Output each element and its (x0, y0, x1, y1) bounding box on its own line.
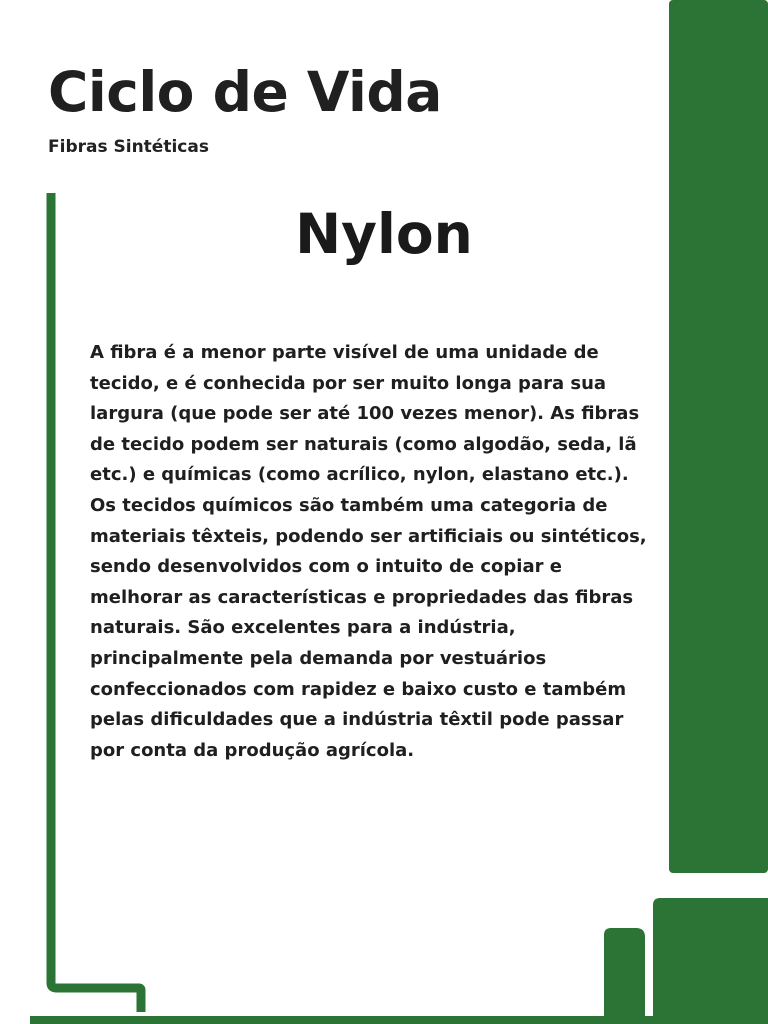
section-title: Nylon (295, 202, 473, 266)
page-title: Ciclo de Vida (48, 60, 442, 124)
body-paragraph: A fibra é a menor parte visível de uma unidade de tecido, e é conhecida por ser muito longa para sua largura (que pode ser até 100 vezes menor). As fibras de tecido podem ser naturais (como algodão, seda, lã etc.) e químicas (como acrílico, nylon, elastano etc.). Os tecidos químicos são também uma categoria de materiais têxteis, podendo ser artificiais ou sintéticos, sendo desenvolvidos com o intuito de copiar e melhorar as características e propriedades das fibras naturais. São excelentes para a indústria, principalmente pela demanda por vestuários confeccionados com rapidez e baixo custo e também pelas dificuldades que a indústria têxtil pode passar por conta da produção agrícola. (90, 342, 647, 761)
page-subtitle: Fibras Sintéticas (48, 137, 209, 157)
right-step-block (653, 898, 768, 1024)
bottom-step-block (604, 928, 645, 1024)
right-green-column (669, 0, 768, 873)
